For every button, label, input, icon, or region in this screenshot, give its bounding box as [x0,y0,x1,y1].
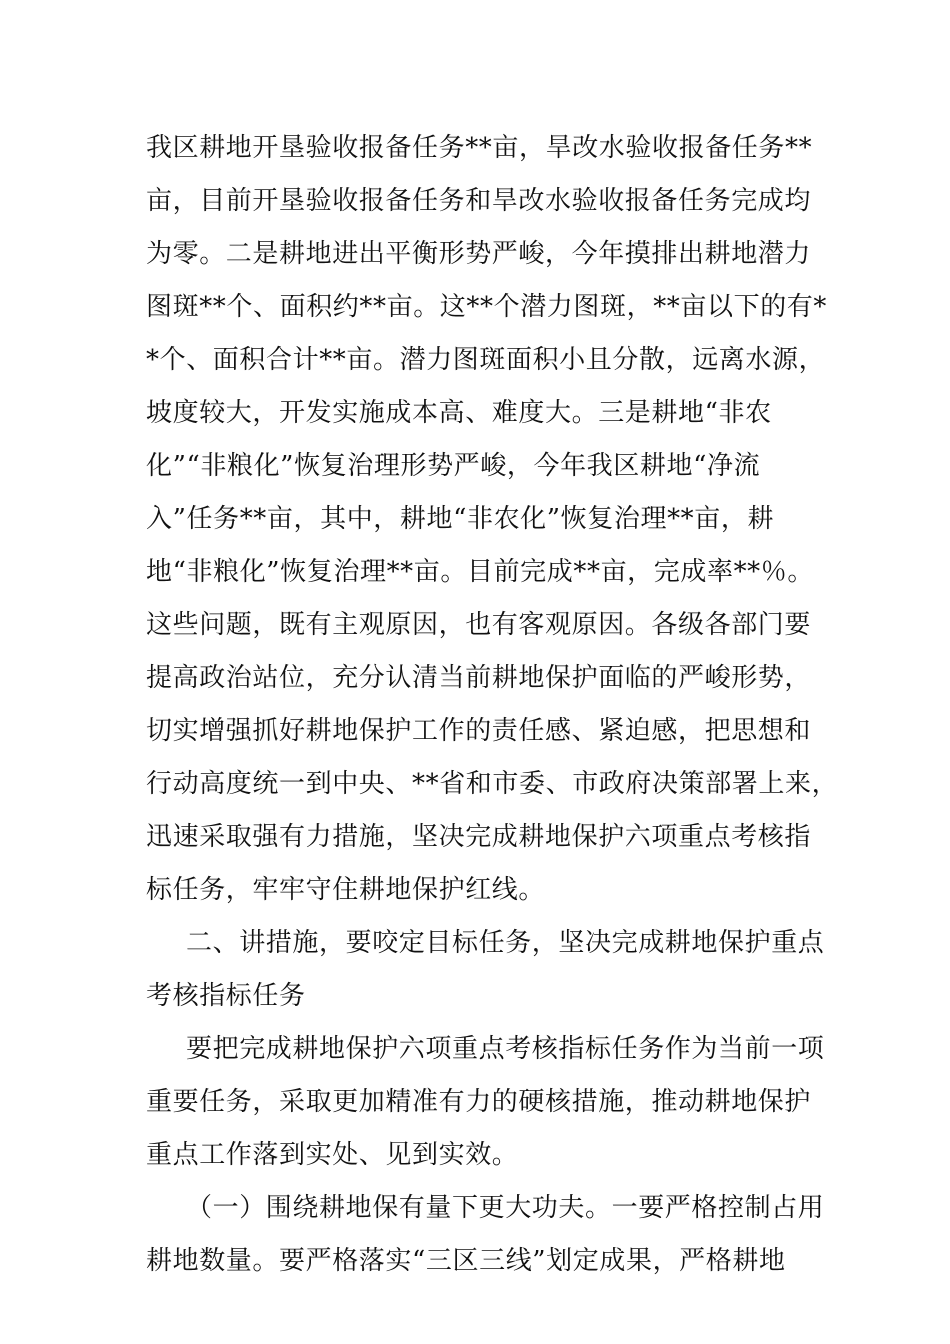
text-line: 地“非粮化”恢复治理**亩。目前完成**亩，完成率**％。 [146,557,814,587]
text-line: 图斑**个、面积约**亩。这**个潜力图斑，**亩以下的有* [146,292,828,322]
text-line: 坡度较大，开发实施成本高、难度大。三是耕地“非农 [146,398,772,428]
text-line: 标任务，牢牢守住耕地保护红线。 [146,875,546,905]
text-line: 切实增强抓好耕地保护工作的责任感、紧迫感，把思想和 [146,716,812,746]
section-heading: 考核指标任务 [146,981,306,1011]
text-line: 提高政治站位，充分认清当前耕地保护面临的严峻形势， [146,663,812,693]
text-line: 要把完成耕地保护六项重点考核指标任务作为当前一项 [186,1034,825,1064]
text-line: 为零。二是耕地进出平衡形势严峻，今年摸排出耕地潜力 [146,239,812,269]
text-line: 耕地数量。要严格落实“三区三线”划定成果，严格耕地 [146,1246,786,1276]
text-line: 入”任务**亩，其中，耕地“非农化”恢复治理**亩，耕 [146,504,775,534]
text-line: 化”“非粮化”恢复治理形势严峻，今年我区耕地“净流 [146,451,761,481]
text-line: 亩，目前开垦验收报备任务和旱改水验收报备任务完成均 [146,186,812,216]
text-line: 重要任务，采取更加精准有力的硬核措施，推动耕地保护 [146,1087,812,1117]
text-line: *个、面积合计**亩。潜力图斑面积小且分散，远离水源， [146,345,826,375]
section-heading: 二、讲措施，要咬定目标任务，坚决完成耕地保护重点 [186,928,825,958]
text-line: 我区耕地开垦验收报备任务**亩，旱改水验收报备任务** [146,133,813,163]
text-line: 迅速采取强有力措施，坚决完成耕地保护六项重点考核指 [146,822,812,852]
text-line: （一）围绕耕地保有量下更大功夫。一要严格控制占用 [186,1193,825,1223]
text-line: 重点工作落到实处、见到实效。 [146,1140,519,1170]
text-line: 这些问题，既有主观原因，也有客观原因。各级各部门要 [146,610,812,640]
text-line: 行动高度统一到中央、**省和市委、市政府决策部署上来， [146,769,839,799]
